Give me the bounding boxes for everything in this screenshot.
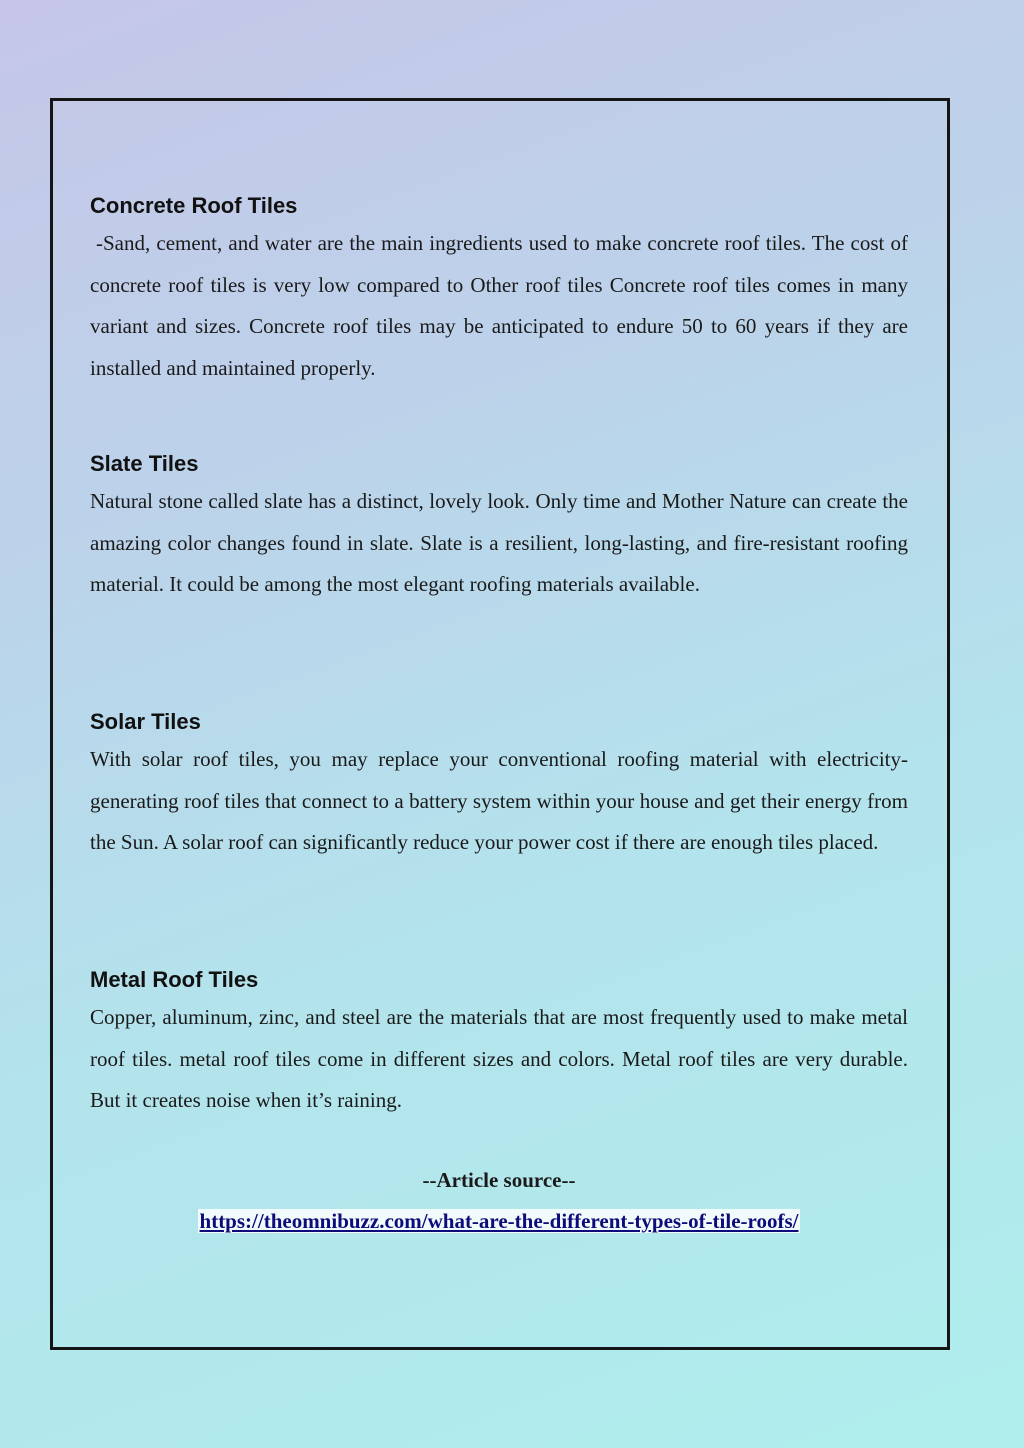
section-solar-tiles (90, 706, 908, 864)
section-paragraph: With solar roof tiles, you may replace your conventional roofing material with electricity-generating roof tiles that connect to a battery system within your house and get their energy from the Sun. A solar roof can significantly reduce your power cost if there are enough tiles placed. (90, 747, 908, 855)
section-concrete-roof-tiles (90, 190, 908, 389)
article-source-label: --Article source-- (422, 1168, 576, 1192)
section-slate-tiles (90, 448, 908, 606)
section-paragraph: -Sand, cement, and water are the main ingredients used to make concrete roof tiles. The cost of concrete roof tiles is very low compared to Other roof tiles Concrete roof tiles comes in many variant and sizes. Concrete roof tiles may be anticipated to endure 50 to 60 years if they are installed and maintained properly. (90, 231, 908, 380)
section-paragraph: Natural stone called slate has a distinct, lovely look. Only time and Mother Nature can create the amazing color changes found in slate. Slate is a resilient, long-lasting, and fire-resistant roofing material. It could be among the most elegant roofing materials available. (90, 489, 908, 597)
section-paragraph: Copper, aluminum, zinc, and steel are the materials that are most frequently used to make metal roof tiles. metal roof tiles come in different sizes and colors. Metal roof tiles are very durable. But it creates noise when it’s raining. (90, 1005, 908, 1113)
section-heading: Metal Roof Tiles (90, 967, 259, 992)
section-heading: Concrete Roof Tiles (90, 193, 298, 218)
section-metal-roof-tiles (90, 964, 908, 1122)
article-source-link-row (90, 1209, 908, 1234)
article-source-link[interactable]: https://theomnibuzz.com/what-are-the-different-types-of-tile-roofs/ (199, 1209, 799, 1233)
section-heading: Slate Tiles (90, 451, 199, 476)
section-heading: Solar Tiles (90, 709, 201, 734)
